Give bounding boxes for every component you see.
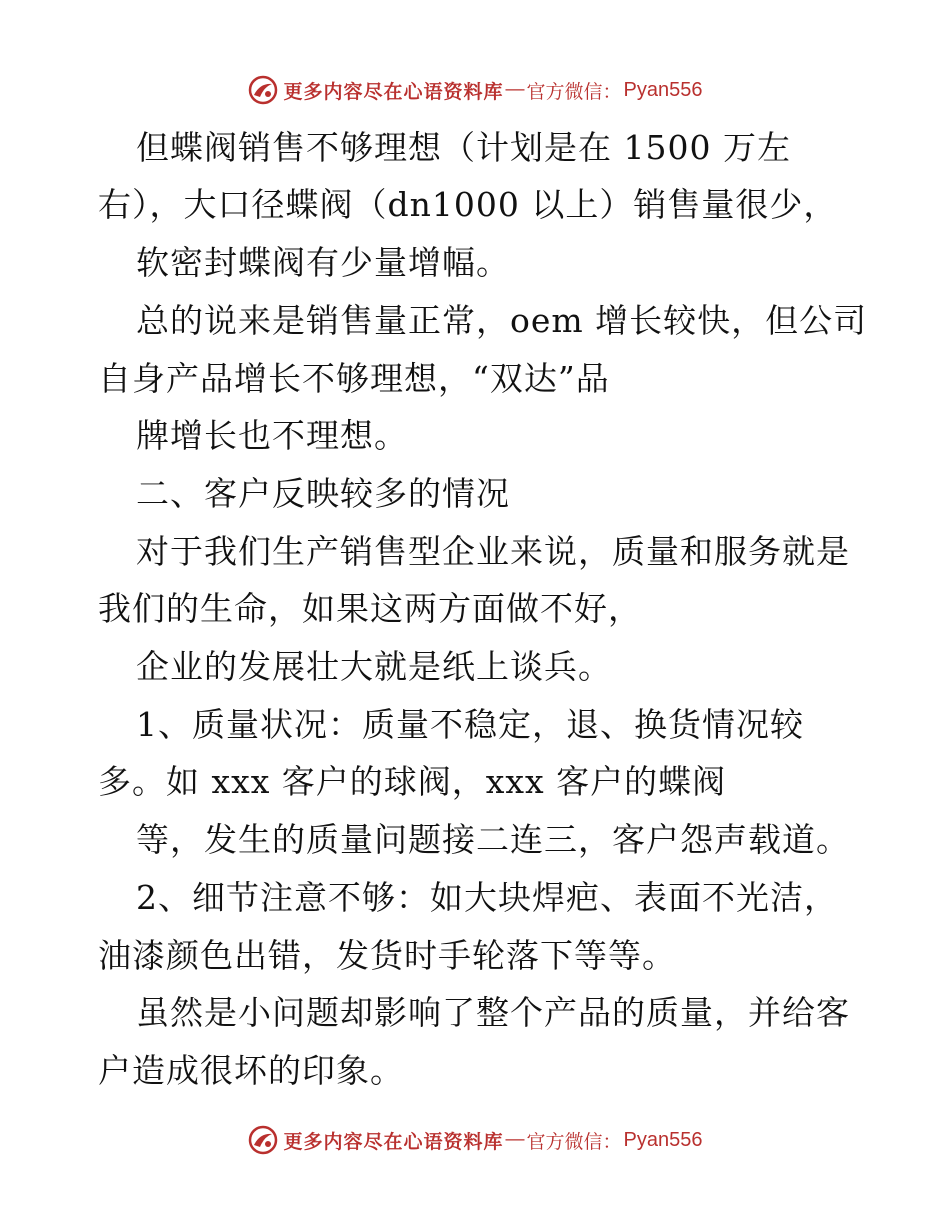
body-line: 右），大口径蝶阀（dn1000 以上）销售量很少，	[98, 185, 838, 224]
header-watermark-banner	[0, 70, 950, 110]
footer-watermark-banner	[0, 1120, 950, 1160]
banner-wechat-handle: Pyan556	[623, 78, 703, 101]
body-line: 等，发生的质量问题接二连三，客户怨声载道。	[136, 820, 850, 859]
body-line: 户造成很坏的印象。	[98, 1051, 404, 1090]
section-heading: 二、客户反映较多的情况	[136, 474, 510, 513]
banner-text: 更多内容尽在心语资料库	[283, 1130, 504, 1153]
body-line: 虽然是小问题却影响了整个产品的质量，并给客	[136, 993, 850, 1032]
banner-dash: —	[505, 1129, 525, 1150]
body-line: 企业的发展壮大就是纸上谈兵。	[136, 647, 612, 686]
banner-wechat-handle: Pyan556	[623, 1128, 703, 1151]
body-line: 油漆颜色出错，发货时手轮落下等等。	[98, 936, 676, 975]
banner-text: 更多内容尽在心语资料库	[283, 80, 504, 103]
body-line: 2、细节注意不够：如大块焊疤、表面不光洁，	[136, 878, 838, 917]
logo-icon	[248, 1125, 278, 1155]
body-line: 但蝶阀销售不够理想（计划是在 1500 万左	[136, 128, 791, 167]
body-line: 牌增长也不理想。	[136, 416, 408, 455]
body-line: 1、质量状况：质量不稳定，退、换货情况较	[136, 705, 804, 744]
body-line: 软密封蝶阀有少量增幅。	[136, 243, 510, 282]
logo-icon	[248, 75, 278, 105]
body-line: 多。如 xxx 客户的球阀，xxx 客户的蝶阀	[98, 762, 727, 801]
body-line: 自身产品增长不够理想，“双达”品	[98, 359, 610, 398]
banner-wechat-label: 官方微信：	[526, 80, 622, 103]
banner-dash: —	[505, 79, 525, 100]
body-line: 总的说来是销售量正常，oem 增长较快，但公司	[136, 301, 868, 340]
body-line: 我们的生命，如果这两方面做不好，	[98, 589, 642, 628]
body-line: 对于我们生产销售型企业来说，质量和服务就是	[136, 532, 850, 571]
banner-wechat-label: 官方微信：	[526, 1130, 622, 1153]
